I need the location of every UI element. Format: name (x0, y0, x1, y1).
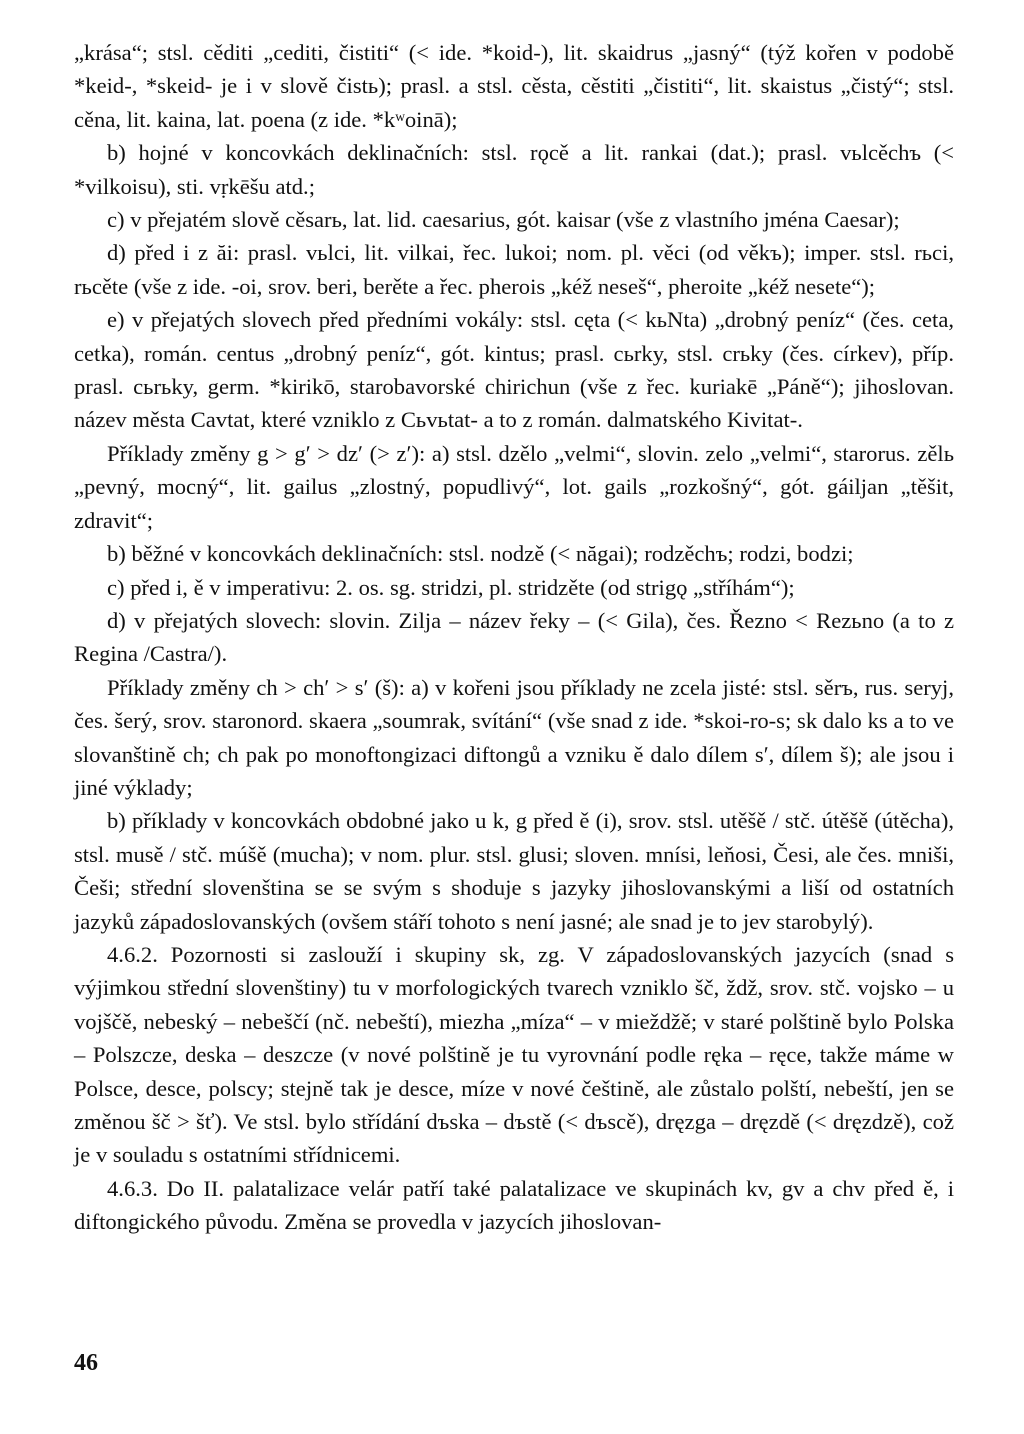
page-text-block (74, 36, 954, 1239)
paragraph: b) hojné v koncovkách deklinačních: stsl. rǫcě a lit. rankai (dat.); prasl. vьlcěchъ (< *vilkoisu), sti. vṛkēšu atd.; (74, 140, 954, 199)
paragraph: c) před i, ě v imperativu: 2. os. sg. stridzi, pl. stridzěte (od strigǫ „stříhám“); (107, 574, 795, 600)
paragraph: Příklady změny ch > chʹ > sʹ (š): a) v kořeni jsou příklady ne zcela jisté: stsl. sěrъ, rus. seryj, čes. šerý, srov. staronord. skaera „soumrak, svítání“ (vše snad z ide. *skoi-ro-s; sk dalo ks a to ve slovanštině ch; ch pak po monoftongizaci diftongů a vzniku ě dalo dílem sʹ, dílem š); ale jsou i jiné výklady; (74, 674, 954, 800)
paragraph: „krása“; stsl. cěditi „cediti, čistiti“ (< ide. *koid-), lit. skaidrus „jasný“ (týž kořen v podobě *keid-, *skeid- je i v slově čistь); prasl. a stsl. cěsta, cěstiti „čistiti“, lit. skaistus „čistý“; stsl. cěna, lit. kaina, lat. poena (z ide. *kʷoinā); (74, 40, 954, 132)
paragraph: b) příklady v koncovkách obdobné jako u k, g před ě (i), srov. stsl. utěšě / stč. útěšě (útěcha), stsl. musě / stč. múšě (mucha); v nom. plur. stsl. glusi; sloven. mnísi, leňosi, Česi, ale čes. mniši, Češi; střední slovenština se se svým s shoduje s jazyky jihoslovanskými a liší od ostatních jazyků západoslovanských (ovšem stáří tohoto s není jasné; ale snad je to jev starobylý). (74, 808, 954, 934)
paragraph: c) v přejatém slově cěsarь, lat. lid. caesarius, gót. kaisar (vše z vlastního jména Caesar); (107, 207, 900, 233)
paragraph: b) běžné v koncovkách deklinačních: stsl. nodzě (< năgai); rodzěchъ; rodzi, bodzi; (107, 541, 854, 567)
paragraph: d) v přejatých slovech: slovin. Zilja – název řeky – (< Gila), čes. Řezno < Rezьno (a to z Regina /Castra/). (74, 607, 954, 667)
paragraph: 4.6.3. Do II. palatalizace velár patří také palatalizace ve skupinách kv, gv a chv před ě, i diftongického původu. Změna se provedla v jazycích jihoslovan- (74, 1175, 954, 1235)
paragraph: 4.6.2. Pozornosti si zaslouží i skupiny sk, zg. V západoslovanských jazycích (snad s výjimkou střední slovenštiny) tu v morfologických tvarech vzniklo šč, ždž, srov. stč. vojsko – u vojščě, nebeský – nebeščí (nč. nebeští), miezha „míza“ – v mieždžě; v staré polštině bylo Polska – Polszcze, deska – deszcze (v nové polštině je tu vyrovnání podle ręka – ręce, takže máme w Polsce, desce, polscy; stejně tak je desce, míze v nové češtině, ale zůstalo polští, nebeští, jen se změnou šč > šť). Ve stsl. bylo střídání dъska – dъstě (< dъscě), dręzga – dręzdě (< dręzdzě), což je v souladu s ostatními střídnicemi. (74, 941, 954, 1168)
paragraph: e) v přejatých slovech před předními vokály: stsl. cęta (< kьNta) „drobný peníz“ (čes. ceta, cetka), román. centus „drobný peníz“, gót. kintus; prasl. cьrky, stsl. crьky (čes. církev), příp. prasl. cьrьky, germ. *kirikō, starobavorské chirichun (vše z řec. kuriakē „Páně“); jihoslovan. název města Cavtat, které vzniklo z Cьvьtat- a to z román. dalmatského Kivitat-. (74, 307, 954, 433)
paragraph: Příklady změny g > gʹ > dzʹ (> zʹ): a) stsl. dzělo „velmi“, slovin. zelo „velmi“, starorus. zělь „pevný, mocný“, lit. gailus „zlostný, popudlivý“, lot. gails „rozkošný“, gót. gáiljan „těšit, zdravit“; (74, 440, 954, 533)
page-number: 46 (74, 1350, 98, 1376)
paragraph: d) před i z ăi: prasl. vьlci, lit. vilkai, řec. lukoi; nom. pl. věci (od věkъ); imper. stsl. rьci, rьcěte (vše z ide. -oi, srov. beri, berěte a řec. pherois „kéž neseš“, pheroite „kéž nesete“); (74, 240, 954, 299)
